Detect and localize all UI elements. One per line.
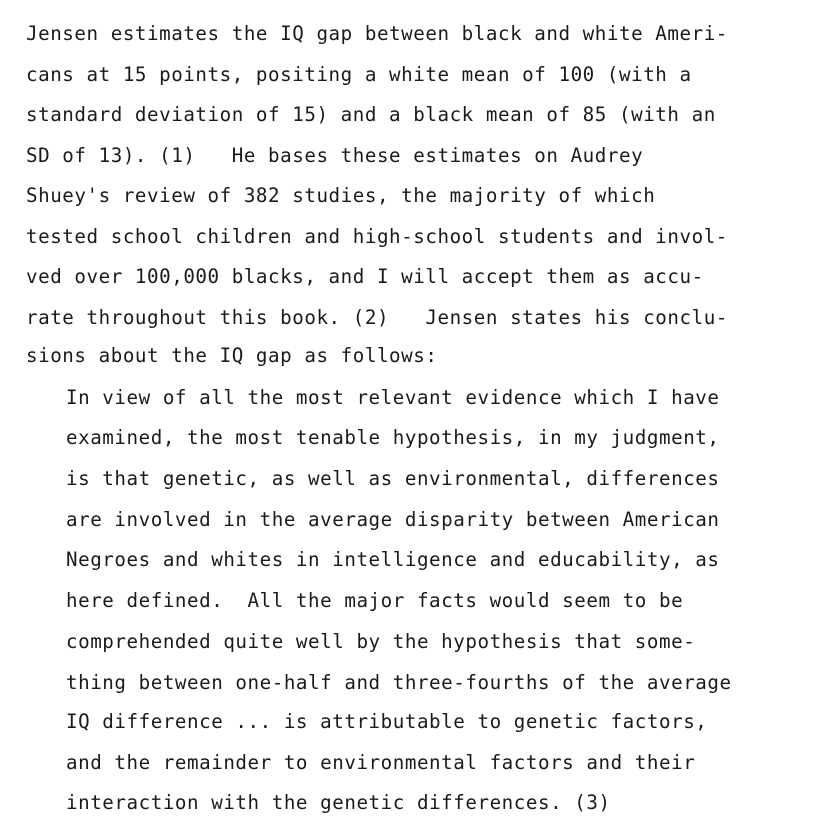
quote-line: is that genetic, as well as environmental, differences <box>66 467 720 490</box>
paragraph-line: ved over 100,000 blacks, and I will accept them as accu- <box>26 265 704 288</box>
quote-line: IQ difference ... is attributable to genetic factors, <box>66 710 708 733</box>
paragraph-line: cans at 15 points, positing a white mean of 100 (with a <box>26 63 692 86</box>
paragraph-line: Shuey's review of 382 studies, the majority of which <box>26 184 656 207</box>
quote-line: comprehended quite well by the hypothesis that some- <box>66 630 696 653</box>
quote-line: In view of all the most relevant evidence which I have <box>66 386 720 409</box>
quote-line: are involved in the average disparity between American <box>66 508 720 531</box>
quote-line: thing between one-half and three-fourths of the average <box>66 671 732 694</box>
quote-line: Negroes and whites in intelligence and educability, as <box>66 548 720 571</box>
quote-line: examined, the most tenable hypothesis, in my judgment, <box>66 426 720 449</box>
quote-line: here defined. All the major facts would seem to be <box>66 589 684 612</box>
quote-line: interaction with the genetic differences. (3) <box>66 791 611 814</box>
paragraph-line: tested school children and high-school students and invol- <box>26 225 728 248</box>
paragraph-line: rate throughout this book. (2) Jensen states his conclu- <box>26 306 728 329</box>
paragraph-line: SD of 13). (1) He bases these estimates on Audrey <box>26 144 644 167</box>
paragraph-line: standard deviation of 15) and a black mean of 85 (with an <box>26 103 716 126</box>
quote-line: and the remainder to environmental factors and their <box>66 751 696 774</box>
paragraph-line: Jensen estimates the IQ gap between black and white Ameri- <box>26 22 728 45</box>
paragraph-line: sions about the IQ gap as follows: <box>26 344 438 367</box>
